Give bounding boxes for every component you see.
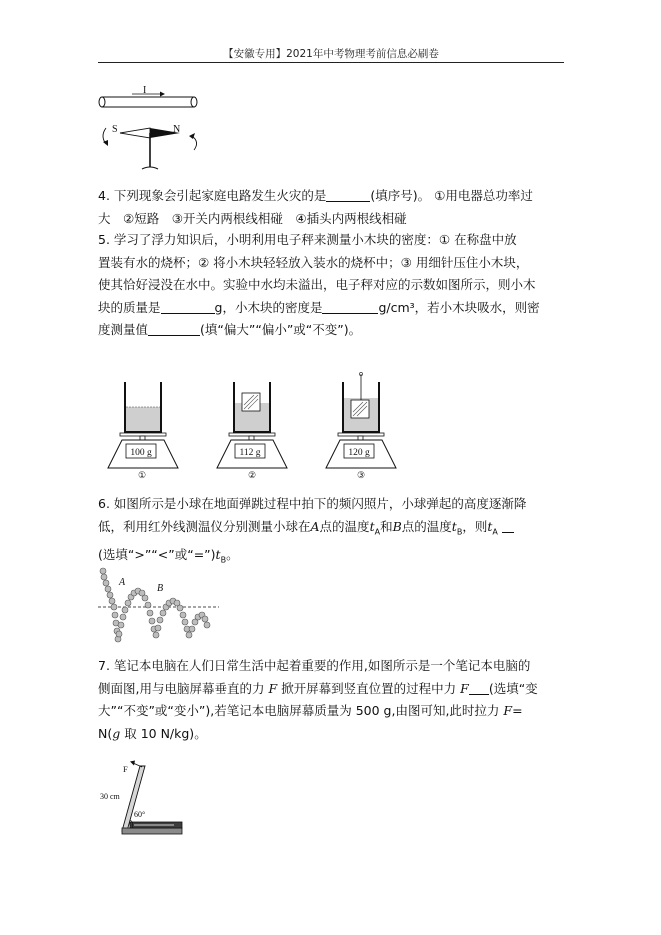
q7-change-blank[interactable] <box>469 680 489 695</box>
q6-line-1: 6. 如图所示是小球在地面弹跳过程中拍下的频闪照片，小球弹起的高度逐渐降 <box>98 496 527 511</box>
q5-mass-blank[interactable] <box>161 299 215 314</box>
scale-1-index: ① <box>137 470 147 480</box>
q7-line-2: 侧面图,用与电脑屏幕垂直的力 F 掀开屏幕到竖直位置的过程中力 F (选填“变 <box>98 680 538 696</box>
q7-line-3: 大”“不变”或“变小”),若笔记本电脑屏幕质量为 500 g,由图可知,此时拉力 F= <box>98 703 523 718</box>
compass-needle <box>120 128 180 169</box>
rotation-arrow-right <box>189 133 197 150</box>
ball-image <box>157 617 163 623</box>
ball-image <box>120 614 126 620</box>
q4-line-1: 4. 下列现象会引起家庭电路发生火灾的是 (填序号)。 ①用电器总功率过 <box>98 188 533 203</box>
wire-tube <box>99 97 197 107</box>
scale-3-reading: 120 g <box>348 448 370 458</box>
ball-image <box>149 618 155 624</box>
scale-1-reading: 100 g <box>130 448 152 458</box>
bouncing-ball-figure <box>96 565 221 650</box>
q5-line-3: 使其恰好浸没在水中。实验中水均未溢出，电子秤对应的示数如图所示，则小木 <box>98 277 536 292</box>
ball-image <box>103 580 109 586</box>
ball-image <box>180 612 186 618</box>
q7-line-1: 7. 笔记本电脑在人们日常生活中起着重要的作用,如图所示是一个笔记本电脑的 <box>98 658 531 673</box>
ball-image <box>105 586 111 592</box>
scale-1 <box>108 382 178 480</box>
scale-2-index: ② <box>247 470 257 480</box>
north-label: N <box>173 124 181 135</box>
ball-image <box>109 598 115 604</box>
ball-image <box>147 610 153 616</box>
q5-line-1: 5. 学习了浮力知识后，小明利用电子秤来测量小木块的密度：① 在称盘中放 <box>98 232 517 247</box>
ball-image <box>118 622 124 628</box>
ball-image <box>145 602 151 608</box>
q4-line-2: 大 ②短路 ③开关内两根线相碰 ④插头内两根线相碰 <box>98 210 407 226</box>
south-label: S <box>112 124 118 135</box>
question-5 <box>98 229 564 342</box>
fig-point-a-label: A <box>119 577 126 588</box>
question-6 <box>98 493 564 572</box>
question-4 <box>98 185 564 230</box>
ball-image <box>125 600 131 606</box>
ball-image <box>107 592 113 598</box>
q5-line-4: 块的质量是 g，小木块的密度是 g/cm³，若小木块吸水，则密 <box>98 299 540 315</box>
laptop-screen <box>122 766 145 831</box>
fig-angle-label: 60° <box>134 810 146 819</box>
scale-3 <box>326 372 396 480</box>
scale-2-reading: 112 g <box>239 448 261 458</box>
ball-image <box>177 605 183 611</box>
ball-image <box>111 604 117 610</box>
ball-trail <box>100 568 210 642</box>
q7-line-4: N(g 取 10 N/kg)。 <box>98 725 207 741</box>
q5-line-5: 度测量值 (填“偏大”“偏小”或“不变”)。 <box>98 322 362 337</box>
ball-image <box>142 595 148 601</box>
current-label: I <box>143 86 147 96</box>
ball-image <box>100 568 106 574</box>
ball-image <box>202 616 208 622</box>
q6-line-3: (选填“>”“<”或“$=”)t_B$。 <box>98 546 239 564</box>
scales-figure <box>98 370 428 480</box>
ball-image <box>153 632 159 638</box>
fig-point-b-label: B <box>157 583 164 594</box>
ball-image <box>189 626 195 632</box>
ball-image <box>186 632 192 638</box>
page-header: 【安徽专用】2021年中考物理考前信息必刷卷 <box>223 48 439 60</box>
q4-answer-blank[interactable] <box>326 187 370 202</box>
force-arrow <box>130 761 142 768</box>
q6-answer-blank[interactable] <box>502 518 514 533</box>
ball-image <box>204 622 210 628</box>
q5-density-blank[interactable] <box>322 299 378 314</box>
fig-length-label: 30 cm <box>100 792 120 801</box>
laptop-figure <box>96 758 196 836</box>
q6-line-2: 低，利用红外线测温仪分别测量小球在A点的温度$t_A$和B点的温度$t_B$，则$t_A$ <box>98 516 564 544</box>
ball-image <box>116 631 122 637</box>
wire-compass-figure <box>96 86 226 186</box>
fig-force-label: F <box>123 764 128 774</box>
ball-image <box>155 625 161 631</box>
scale-3-index: ③ <box>356 470 366 480</box>
ball-image <box>122 607 128 613</box>
laptop-base <box>122 822 182 834</box>
scale-2 <box>217 382 287 480</box>
q5-line-2: 置装有水的烧杯；② 将小木块轻轻放入装水的烧杯中；③ 用细针压住小木块， <box>98 254 529 270</box>
ball-image <box>160 610 166 616</box>
header-rule <box>98 62 564 63</box>
question-7 <box>98 655 564 745</box>
ball-image <box>101 574 107 580</box>
rotation-arrow-left <box>103 128 108 146</box>
current-arrow <box>132 92 165 97</box>
ball-image <box>182 619 188 625</box>
q5-measure-blank[interactable] <box>148 321 200 336</box>
ball-image <box>112 612 118 618</box>
